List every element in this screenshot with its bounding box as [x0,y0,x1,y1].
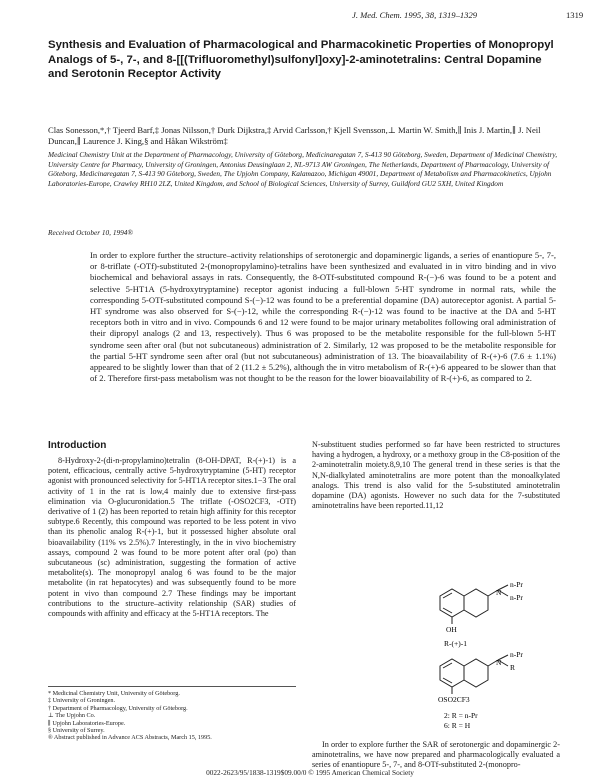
journal-citation: J. Med. Chem. 1995, 38, 1319–1329 [352,10,478,20]
footnote: ∥ Upjohn Laboratories-Europe. [48,719,126,727]
received-date: Received October 10, 1994® [48,228,133,237]
right-column-bottom [312,740,560,771]
article-title: Synthesis and Evaluation of Pharmacological and Pharmacokinetic Properties of Monopropyl Analogs of 5-, 7-, and 8-[[(Trifluoromethyl)sulfonyl]oxy]-2-aminotetralins: Central Dopamine and Serotonin Receptor Activity [48,39,554,81]
footnote: † Department of Pharmacology, University of Göteborg. [48,704,188,712]
footnote: ⊥ The Upjohn Co. [48,712,96,720]
copyright-line: 0022-2623/95/1838-1319$09.00/0 © 1995 American Chemical Society [206,768,414,777]
intro-paragraph-continued: N-substituent studies performed so far have been restricted to structures having a hydrogen, a hydroxy, or a methoxy group in the C8-position of the 2-aminotetralin moiety.8,9,10 The general trend in these series is that the N,N-dialkylated aminotetralins are more potent than the monoalkylated analogs. This trend is also valid for the 5-substituted aminotetralin dopamine (DA) agonists. However no such data for the 7-substituted aminotetralins have been reported.11,12 [312,440,561,511]
propyl-label: n-Pr [510,650,523,659]
r-group-label: R [510,663,516,672]
amine-nitrogen-label: N [496,658,502,667]
cyclohexane-ring [464,659,488,687]
intro-paragraph-2: In order to explore further the SAR of serotonergic and dopaminergic 2-aminotetralins, we have now prepared and pharmacologically evaluated a series of enantiopure 5-, 7-, and 8-OTf-substituted 2-(monopro- [312,740,560,770]
compound-2-label: 2: R = n-Pr [444,711,478,720]
compound-1-label: R-(+)-1 [444,639,467,648]
cyclohexane-ring [464,589,488,617]
propyl-label-bottom: n-Pr [510,593,523,602]
left-column [48,440,296,619]
abstract: In order to explore further the structure–activity relationships of serotonergic and dopaminergic ligands, a series of enantiopure 5-, 7-, or 8-triflate (-OTf)-substituted 2-(monopropylamino)-tetralins have been synthesized and evaluated in in vitro binding and in vivo biochemical and behavioral assays in rats. Consequently, the 8-OTf-substituted compound R-(−)-6 was found to be a potent and selective 5-HT1A (5-hydroxytryptamine) receptor agonist inducing a full-blown 5-HT syndrome in normal rats, while the corresponding 5-OTf-substituted compound S-(−)-12 was found to be a preferential dopamine (DA) autoreceptor agonist. A partial 5-HT syndrome was also observed for S-(−)-12, while the corresponding R-(−)-12 was found to be inactive at the DA and 5-HT receptors both in vitro and in vivo. Compounds 6 and 12 were found to be major urinary metabolites following oral administration of their dipropyl analogs (2 and 13, respectively). Thus 6 was proposed to be the metabolite responsible for the full-blown 5-HT syndrome seen after oral (but not subcutaneous) administration of 2. Similarly, 12 was proposed to be the metabolite responsible for the partial 5-HT syndrome seen after oral (but not subcutaneous) administration of 13. The bioavailability of R-(+)-6 (7.6 ± 1.1%) appeared to be slightly lower than that of 2 (11.2 ± 5.2%), although the in vitro metabolism of R-(+)-6 appeared to be slower than that of 2. Therefore first-pass metabolism was not thought to be the reason for the lower bioavailability of R-(+)-6, as compared to 2. [90,250,556,384]
amine-nitrogen-label: N [496,588,502,597]
hydroxyl-label: OH [446,625,457,634]
right-column [312,440,560,511]
page-number: 1319 [566,10,584,20]
affiliations: Medicinal Chemistry Unit at the Department of Pharmacology, University of Göteborg, Medicinaregatan 7, S-413 90 Göteborg, Sweden, Department of Medicinal Chemistry, University Centre for Pharmacy, University of Groningen, Antonius Deusinglaan 2, NL-9713 AW Groningen, The Netherlands, Department of Pharmacology, University of Göteborg, Medicinaregatan 7, S-413 90 Göteborg, Sweden, The Upjohn Company, Kalamazoo, Michigan 49001, Department of Metabolism and Pharmacokinetics, Upjohn Laboratories-Europe, Crawley RH10 2LZ, United Kingdom, and School of Biological Sciences, University of Surrey, Guildford GU2 5XH, United Kingdom [48,150,558,188]
propyl-label-top: n-Pr [510,580,523,589]
footnote: ® Abstract published in Advance ACS Abstracts, March 15, 1995. [48,734,212,742]
section-heading-introduction: Introduction [48,440,107,451]
footnote: ‡ University of Groningen. [48,697,116,705]
footnote: * Medicinal Chemistry Unit, University of Göteborg. [48,690,180,697]
footnote: § University of Surrey. [48,727,105,735]
chemical-structures [430,578,550,738]
compound-6-label: 6: R = H [444,721,471,730]
author-list: Clas Sonesson,*,† Tjeerd Barf,‡ Jonas Nilsson,† Durk Dijkstra,‡ Arvid Carlsson,† Kjell Svensson,⊥ Martin W. Smith,∥ Inis J. Martin,∥ J. Neil Duncan,∥ Laurence J. King,§ and Håkan Wikström‡ [48,125,541,146]
intro-paragraph-1: 8-Hydroxy-2-(di-n-propylamino)tetralin (8-OH-DPAT, R-(+)-1) is a potent, efficacious, centrally active 5-hydroxytryptamine (5-HT) receptor agonist with pronounced selectivity for 5-HT1A receptor sites.1−3 The oral activity of 1 in the rat is low,4 mainly due to extensive first-pass elimination via O-glucuronidation.5 The triflate (-OSO2CF3, -OTf) derivative of 1 (2) has been reported to retain high affinity for this receptor subtype.6 Recently, this compound was reported to be less potent in vivo than its phenolic analog R-(+)-1, but it possessed higher absolute oral bioavailability (11% vs 2.5%).7 Interestingly, in the in vivo biochemistry assays, compound 2 was found to be more potent after oral (po) than subcutaneous (sc) administration, suggesting the formation of active metabolite(s). The monopropyl analog 6 was found to be the major metabolite (in rat hepatocytes) and was subsequently found to be more potent in vivo than compound 2.7 These findings may be important contributions to the structure–activity relationship (SAR) studies of compounds with affinity and efficacy at the 5-HT1A receptors. The [48,456,296,619]
footnotes [48,686,296,742]
triflate-label: OSO2CF3 [438,695,470,704]
